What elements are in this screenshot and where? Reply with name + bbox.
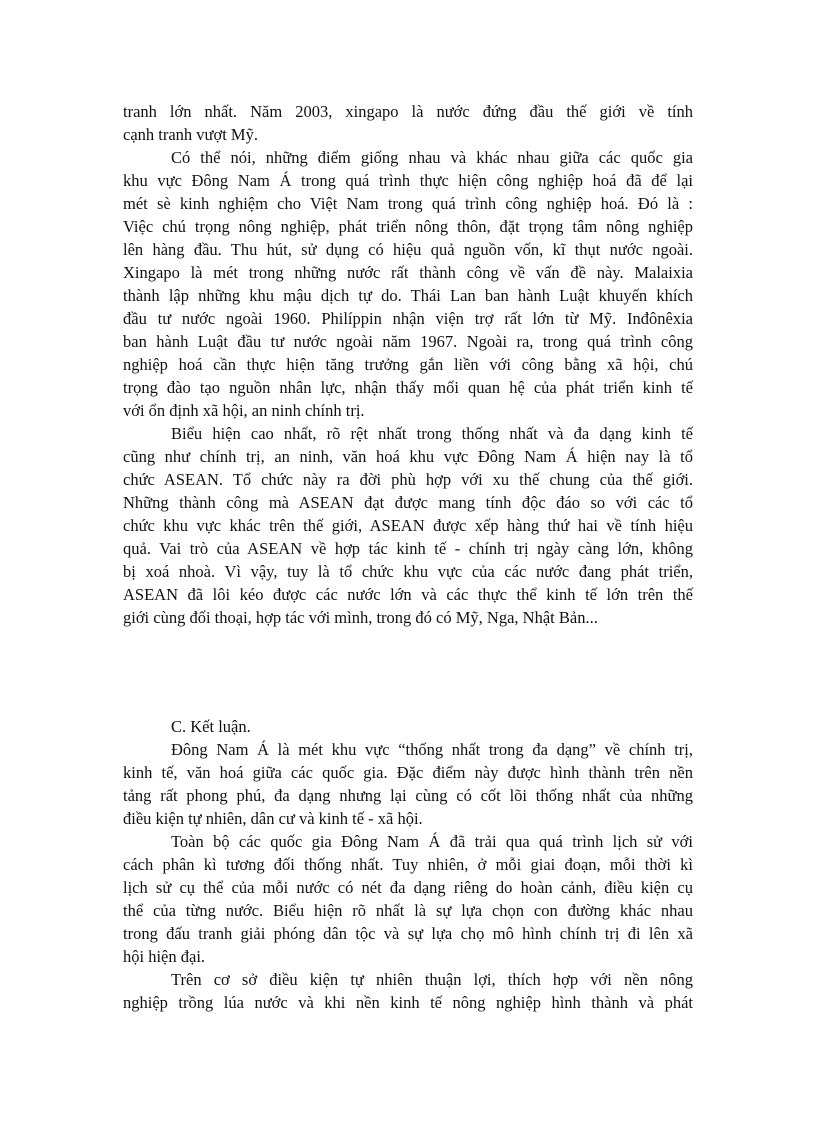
paragraph-continuation bbox=[123, 100, 693, 146]
text-line: Việc chú trọng nông nghiệp, phát triển nông thôn, đặt trọng tâm nông nghiệp bbox=[123, 217, 693, 236]
paragraph-conclusion-1 bbox=[123, 738, 693, 830]
text-line: ASEAN đã lôi kéo được các nước lớn và các thực thể kinh tế lớn trên thế bbox=[123, 585, 693, 604]
paragraph-industrialization-lessons bbox=[123, 146, 693, 422]
document-page bbox=[123, 100, 693, 1014]
text-line: nghiệp trồng lúa nước và khi nền kinh tế nông nghiệp hình thành và phát bbox=[123, 993, 693, 1012]
text-line: cạnh tranh vượt Mỹ. bbox=[123, 125, 258, 144]
text-line: mét sè kinh nghiệm cho Việt Nam trong quá trình công nghiệp hoá. Đó là : bbox=[123, 194, 693, 213]
text-line: khu vực Đông Nam Á trong quá trình thực hiện công nghiệp hoá đã để lại bbox=[123, 171, 693, 190]
text-line: Toàn bộ các quốc gia Đông Nam Á đã trải qua quá trình lịch sử với bbox=[171, 832, 693, 851]
text-line: Biểu hiện cao nhất, rõ rệt nhất trong thống nhất và đa dạng kinh tế bbox=[171, 424, 693, 443]
text-line: thể của từng nước. Biểu hiện rõ nhất là sự lựa chọn con đường khác nhau bbox=[123, 901, 693, 920]
text-line: tranh lớn nhất. Năm 2003, xingapo là nước đứng đầu thế giới về tính bbox=[123, 102, 693, 121]
text-line: ban hành Luật đầu tư nước ngoài năm 1967. Ngoài ra, trong quá trình công bbox=[123, 332, 693, 351]
text-line: điều kiện tự nhiên, dân cư và kinh tế - xã hội. bbox=[123, 809, 423, 828]
text-line: Những thành công mà ASEAN đạt được mang tính độc đáo so với các tổ bbox=[123, 493, 693, 512]
text-line: Xingapo là mét trong những nước rất thành công về vấn đề này. Malaixia bbox=[123, 263, 693, 282]
text-line: chức ASEAN. Tổ chức này ra đời phù hợp với xu thế chung của thế giới. bbox=[123, 470, 693, 489]
text-line: chức khu vực khác trên thế giới, ASEAN được xếp hàng thứ hai về tính hiệu bbox=[123, 516, 693, 535]
paragraph-conclusion-3 bbox=[123, 968, 693, 1014]
text-line: lên hàng đầu. Thu hút, sử dụng có hiệu quả nguồn vốn, kĩ thụt nước ngoài. bbox=[123, 240, 693, 259]
text-line: trong đấu tranh giải phóng dân tộc và sự lựa chọ mô hình chính trị đi lên xã bbox=[123, 924, 693, 943]
text-line: tảng rất phong phú, đa dạng nhưng lại cùng có cốt lõi thống nhất của những bbox=[123, 786, 693, 805]
text-line: cũng như chính trị, an ninh, văn hoá khu vực Đông Nam Á hiện nay là tổ bbox=[123, 447, 693, 466]
text-line: lịch sử cụ thể của mỗi nước có nét đa dạng riêng do hoàn cảnh, điều kiện cụ bbox=[123, 878, 693, 897]
paragraph-conclusion-2 bbox=[123, 830, 693, 968]
paragraph-asean bbox=[123, 422, 693, 629]
text-line: quả. Vai trò của ASEAN về hợp tác kinh tế - chính trị ngày càng lớn, không bbox=[123, 539, 693, 558]
text-line: hội hiện đại. bbox=[123, 947, 206, 966]
text-line: nghiệp hoá cần thực hiện tăng trưởng gắn liền với công bằng xã hội, chú bbox=[123, 355, 693, 374]
text-line: kinh tế, văn hoá giữa các quốc gia. Đặc điểm này được hình thành trên nền bbox=[123, 763, 693, 782]
text-line: Trên cơ sở điều kiện tự nhiên thuận lợi, thích hợp với nền nông bbox=[171, 970, 693, 989]
text-line: giới cùng đối thoại, hợp tác với mình, trong đó có Mỹ, Nga, Nhật Bản... bbox=[123, 608, 598, 627]
text-line: thành lập những khu mậu dịch tự do. Thái Lan ban hành Luật khuyến khích bbox=[123, 286, 693, 305]
text-line: bị xoá nhoà. Vì vậy, tuy là tổ chức khu vực của các nước đang phát triển, bbox=[123, 562, 693, 581]
text-line: cách phân kì tương đối thống nhất. Tuy nhiên, ở mỗi giai đoạn, mỗi thời kì bbox=[123, 855, 693, 874]
text-line: trọng đào tạo nguồn nhân lực, nhận thấy mối quan hệ của phát triển kinh tế bbox=[123, 378, 693, 397]
text-line: với ổn định xã hội, an ninh chính trị. bbox=[123, 401, 365, 420]
text-line: Đông Nam Á là mét khu vực “thống nhất trong đa dạng” về chính trị, bbox=[171, 740, 693, 759]
blank-space bbox=[123, 629, 693, 715]
text-line: Có thể nói, những điểm giống nhau và khác nhau giữa các quốc gia bbox=[171, 148, 693, 167]
section-heading: C. Kết luận. bbox=[171, 717, 251, 736]
text-line: đầu tư nước ngoài 1960. Philíppin nhận viện trợ rất lớn từ Mỹ. Inđônêxia bbox=[123, 309, 693, 328]
